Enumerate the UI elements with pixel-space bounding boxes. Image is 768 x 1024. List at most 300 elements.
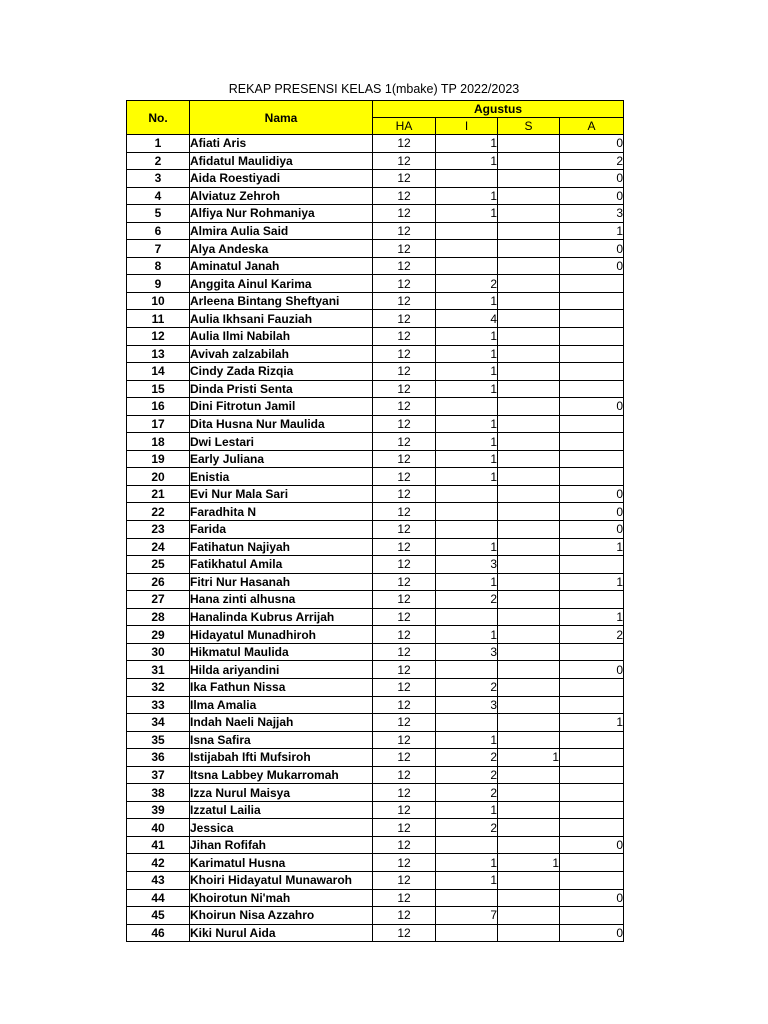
row-number: 31 [127,661,190,679]
student-name: Hikmatul Maulida [190,643,373,661]
a-value [560,380,624,398]
s-value [498,889,560,907]
table-row [127,696,624,714]
table-row [127,591,624,609]
izin-value: 1 [436,292,498,310]
s-value [498,398,560,416]
header-ha: HA [373,118,436,135]
table-row [127,450,624,468]
row-number: 17 [127,415,190,433]
table-row [127,573,624,591]
table-row [127,731,624,749]
a-value: 0 [560,889,624,907]
row-number: 16 [127,398,190,416]
table-row [127,678,624,696]
izin-value: 1 [436,135,498,153]
header-a: A [560,118,624,135]
s-value [498,696,560,714]
izin-value [436,398,498,416]
a-value [560,749,624,767]
s-value [498,257,560,275]
s-value [498,626,560,644]
izin-value [436,714,498,732]
table-row [127,222,624,240]
student-name: Hana zinti alhusna [190,591,373,609]
ha-value: 12 [373,450,436,468]
student-name: Khoirotun Ni'mah [190,889,373,907]
ha-value: 12 [373,749,436,767]
table-row [127,643,624,661]
s-value [498,731,560,749]
student-name: Karimatul Husna [190,854,373,872]
ha-value: 12 [373,836,436,854]
izin-value: 1 [436,205,498,223]
ha-value: 12 [373,415,436,433]
izin-value [436,521,498,539]
izin-value [436,503,498,521]
s-value [498,205,560,223]
a-value [560,363,624,381]
student-name: Early Juliana [190,450,373,468]
a-value [560,328,624,346]
header-nama: Nama [190,101,373,135]
a-value [560,819,624,837]
row-number: 36 [127,749,190,767]
table-row [127,801,624,819]
a-value: 0 [560,398,624,416]
row-number: 34 [127,714,190,732]
izin-value: 4 [436,310,498,328]
ha-value: 12 [373,275,436,293]
row-number: 40 [127,819,190,837]
s-value [498,819,560,837]
student-name: Aulia Ilmi Nabilah [190,328,373,346]
a-value [560,766,624,784]
row-number: 44 [127,889,190,907]
izin-value: 1 [436,415,498,433]
s-value [498,784,560,802]
student-name: Izzatul Lailia [190,801,373,819]
table-row [127,784,624,802]
student-name: Kiki Nurul Aida [190,924,373,942]
a-value [560,696,624,714]
table-body [127,135,624,942]
student-name: Fatikhatul Amila [190,556,373,574]
student-name: Izza Nurul Maisya [190,784,373,802]
s-value [498,714,560,732]
ha-value: 12 [373,661,436,679]
ha-value: 12 [373,468,436,486]
s-value [498,328,560,346]
row-number: 7 [127,240,190,258]
s-value [498,187,560,205]
table-row [127,328,624,346]
table-row [127,187,624,205]
ha-value: 12 [373,608,436,626]
student-name: Evi Nur Mala Sari [190,485,373,503]
izin-value: 2 [436,591,498,609]
ha-value: 12 [373,135,436,153]
row-number: 22 [127,503,190,521]
a-value: 1 [560,573,624,591]
student-name: Aida Roestiyadi [190,170,373,188]
student-name: Hidayatul Munadhiroh [190,626,373,644]
s-value [498,275,560,293]
s-value [498,907,560,925]
izin-value: 1 [436,345,498,363]
student-name: Farida [190,521,373,539]
table-row [127,310,624,328]
ha-value: 12 [373,222,436,240]
a-value [560,468,624,486]
row-number: 30 [127,643,190,661]
a-value: 3 [560,205,624,223]
student-name: Faradhita N [190,503,373,521]
ha-value: 12 [373,398,436,416]
s-value [498,415,560,433]
table-row [127,257,624,275]
a-value [560,678,624,696]
izin-value [436,485,498,503]
izin-value: 2 [436,784,498,802]
s-value [498,678,560,696]
izin-value: 1 [436,152,498,170]
header-no: No. [127,101,190,135]
s-value [498,468,560,486]
ha-value: 12 [373,696,436,714]
table-row [127,626,624,644]
table-row [127,398,624,416]
student-name: Istijabah Ifti Mufsiroh [190,749,373,767]
table-row [127,836,624,854]
s-value [498,485,560,503]
table-row [127,819,624,837]
row-number: 9 [127,275,190,293]
student-name: Dita Husna Nur Maulida [190,415,373,433]
row-number: 1 [127,135,190,153]
a-value: 1 [560,608,624,626]
table-row [127,889,624,907]
izin-value: 3 [436,556,498,574]
a-value: 0 [560,135,624,153]
ha-value: 12 [373,591,436,609]
a-value: 1 [560,538,624,556]
izin-value: 7 [436,907,498,925]
izin-value: 1 [436,328,498,346]
izin-value: 1 [436,731,498,749]
a-value [560,345,624,363]
ha-value: 12 [373,626,436,644]
izin-value: 1 [436,363,498,381]
table-row [127,608,624,626]
row-number: 26 [127,573,190,591]
a-value: 0 [560,187,624,205]
attendance-table [126,100,624,942]
student-name: Isna Safira [190,731,373,749]
student-name: Hanalinda Kubrus Arrijah [190,608,373,626]
row-number: 21 [127,485,190,503]
row-number: 19 [127,450,190,468]
s-value [498,135,560,153]
student-name: Indah Naeli Najjah [190,714,373,732]
student-name: Afiati Aris [190,135,373,153]
row-number: 46 [127,924,190,942]
ha-value: 12 [373,345,436,363]
ha-value: 12 [373,907,436,925]
s-value [498,521,560,539]
row-number: 6 [127,222,190,240]
table-row [127,292,624,310]
table-row [127,205,624,223]
student-name: Enistia [190,468,373,486]
izin-value: 1 [436,573,498,591]
student-name: Almira Aulia Said [190,222,373,240]
s-value [498,152,560,170]
table-row [127,415,624,433]
a-value: 0 [560,836,624,854]
row-number: 32 [127,678,190,696]
a-value [560,591,624,609]
ha-value: 12 [373,819,436,837]
a-value: 0 [560,170,624,188]
ha-value: 12 [373,363,436,381]
a-value [560,275,624,293]
ha-value: 12 [373,538,436,556]
row-number: 28 [127,608,190,626]
izin-value [436,222,498,240]
a-value [560,556,624,574]
ha-value: 12 [373,310,436,328]
izin-value: 1 [436,380,498,398]
student-name: Aminatul Janah [190,257,373,275]
a-value: 0 [560,257,624,275]
table-row [127,538,624,556]
a-value: 0 [560,661,624,679]
a-value: 0 [560,240,624,258]
row-number: 41 [127,836,190,854]
student-name: Jihan Rofifah [190,836,373,854]
table-row [127,714,624,732]
row-number: 3 [127,170,190,188]
a-value [560,310,624,328]
student-name: Itsna Labbey Mukarromah [190,766,373,784]
row-number: 15 [127,380,190,398]
izin-value [436,608,498,626]
table-row [127,503,624,521]
header-s: S [498,118,560,135]
ha-value: 12 [373,573,436,591]
row-number: 13 [127,345,190,363]
s-value [498,871,560,889]
row-number: 29 [127,626,190,644]
s-value: 1 [498,854,560,872]
s-value [498,538,560,556]
row-number: 35 [127,731,190,749]
row-number: 12 [127,328,190,346]
izin-value: 2 [436,275,498,293]
student-name: Dwi Lestari [190,433,373,451]
ha-value: 12 [373,380,436,398]
table-row [127,521,624,539]
izin-value: 2 [436,766,498,784]
student-name: Alya Andeska [190,240,373,258]
a-value [560,643,624,661]
izin-value [436,170,498,188]
s-value [498,836,560,854]
s-value [498,801,560,819]
izin-value: 3 [436,643,498,661]
row-number: 43 [127,871,190,889]
row-number: 45 [127,907,190,925]
ha-value: 12 [373,503,436,521]
student-name: Hilda ariyandini [190,661,373,679]
izin-value: 1 [436,468,498,486]
ha-value: 12 [373,292,436,310]
izin-value: 2 [436,819,498,837]
table-row [127,871,624,889]
izin-value: 3 [436,696,498,714]
student-name: Ika Fathun Nissa [190,678,373,696]
student-name: Jessica [190,819,373,837]
ha-value: 12 [373,187,436,205]
a-value: 2 [560,152,624,170]
izin-value: 1 [436,433,498,451]
ha-value: 12 [373,924,436,942]
s-value [498,556,560,574]
row-number: 18 [127,433,190,451]
izin-value: 1 [436,854,498,872]
ha-value: 12 [373,170,436,188]
a-value [560,854,624,872]
table-row [127,275,624,293]
row-number: 4 [127,187,190,205]
row-number: 24 [127,538,190,556]
a-value [560,731,624,749]
s-value [498,380,560,398]
a-value [560,784,624,802]
row-number: 20 [127,468,190,486]
s-value [498,573,560,591]
table-row [127,468,624,486]
s-value [498,450,560,468]
student-name: Alfiya Nur Rohmaniya [190,205,373,223]
row-number: 23 [127,521,190,539]
izin-value: 1 [436,187,498,205]
student-name: Arleena Bintang Sheftyani [190,292,373,310]
table-row [127,854,624,872]
a-value: 0 [560,503,624,521]
izin-value: 1 [436,450,498,468]
ha-value: 12 [373,731,436,749]
izin-value: 1 [436,871,498,889]
ha-value: 12 [373,485,436,503]
ha-value: 12 [373,889,436,907]
table-row [127,556,624,574]
row-number: 37 [127,766,190,784]
s-value: 1 [498,749,560,767]
row-number: 10 [127,292,190,310]
s-value [498,643,560,661]
a-value [560,801,624,819]
a-value [560,433,624,451]
s-value [498,924,560,942]
table-row [127,345,624,363]
header-i: I [436,118,498,135]
s-value [498,433,560,451]
row-number: 33 [127,696,190,714]
table-row [127,661,624,679]
s-value [498,363,560,381]
ha-value: 12 [373,257,436,275]
student-name: Fatihatun Najiyah [190,538,373,556]
row-number: 39 [127,801,190,819]
student-name: Ilma Amalia [190,696,373,714]
ha-value: 12 [373,240,436,258]
row-number: 27 [127,591,190,609]
table-row [127,485,624,503]
izin-value: 1 [436,801,498,819]
ha-value: 12 [373,714,436,732]
row-number: 25 [127,556,190,574]
student-name: Afidatul Maulidiya [190,152,373,170]
s-value [498,503,560,521]
a-value: 0 [560,924,624,942]
document-title: REKAP PRESENSI KELAS 1(mbake) TP 2022/2023 [228,82,520,96]
row-number: 14 [127,363,190,381]
s-value [498,310,560,328]
s-value [498,240,560,258]
student-name: Cindy Zada Rizqia [190,363,373,381]
izin-value [436,836,498,854]
izin-value [436,661,498,679]
table-row [127,152,624,170]
student-name: Aulia Ikhsani Fauziah [190,310,373,328]
ha-value: 12 [373,784,436,802]
izin-value [436,924,498,942]
row-number: 2 [127,152,190,170]
izin-value: 2 [436,678,498,696]
ha-value: 12 [373,433,436,451]
izin-value [436,257,498,275]
student-name: Anggita Ainul Karima [190,275,373,293]
s-value [498,591,560,609]
row-number: 5 [127,205,190,223]
table-row [127,240,624,258]
a-value [560,907,624,925]
s-value [498,766,560,784]
s-value [498,222,560,240]
ha-value: 12 [373,521,436,539]
row-number: 38 [127,784,190,802]
ha-value: 12 [373,152,436,170]
a-value: 0 [560,485,624,503]
a-value [560,450,624,468]
izin-value [436,240,498,258]
table-row [127,766,624,784]
table-row [127,170,624,188]
student-name: Khoiri Hidayatul Munawaroh [190,871,373,889]
a-value [560,871,624,889]
table-row [127,135,624,153]
s-value [498,661,560,679]
ha-value: 12 [373,801,436,819]
izin-value [436,889,498,907]
izin-value: 1 [436,538,498,556]
table-row [127,907,624,925]
ha-value: 12 [373,556,436,574]
table-row [127,749,624,767]
izin-value: 1 [436,626,498,644]
